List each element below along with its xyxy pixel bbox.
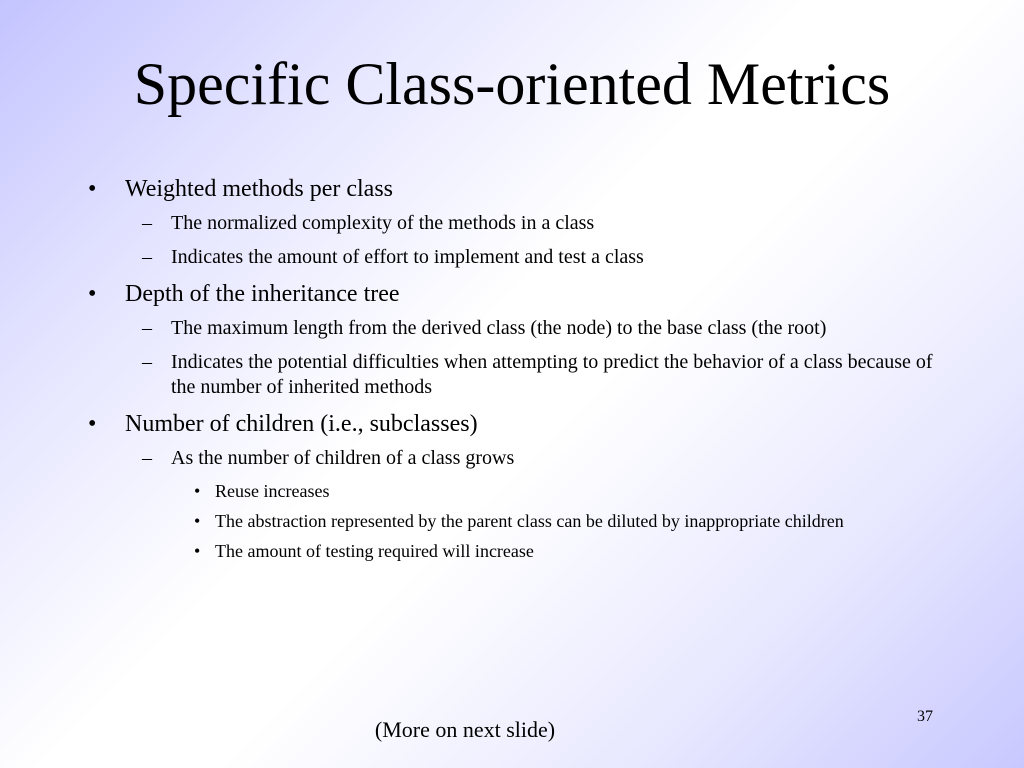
sub-sub-bullet-item	[0, 480, 1024, 503]
sub-bullet-text: Indicates the amount of effort to implement and test a class	[171, 246, 644, 268]
slide-content	[0, 174, 1024, 644]
sub-bullet-text: The maximum length from the derived class (the node) to the base class (the root)	[171, 317, 827, 339]
dash-marker: –	[142, 317, 152, 339]
sub-sub-bullet-text: The amount of testing required will increase	[215, 541, 534, 561]
slide-title: Specific Class-oriented Metrics	[133, 51, 891, 117]
bullet-item	[0, 279, 1024, 310]
bullet-marker: •	[194, 481, 201, 501]
bullet-text: Number of children (i.e., subclasses)	[125, 411, 478, 437]
bullet-item	[0, 174, 1024, 205]
page-number: 37	[917, 708, 933, 725]
sub-sub-bullet-item	[0, 540, 1024, 563]
sub-sub-bullet-text: The abstraction represented by the parent class can be diluted by inappropriate children	[215, 511, 844, 531]
dash-marker: –	[142, 447, 152, 469]
bullet-marker: •	[88, 411, 97, 437]
sub-bullet-item	[0, 245, 1024, 270]
sub-bullet-item	[0, 316, 1024, 341]
dash-marker: –	[142, 351, 152, 373]
bullet-marker: •	[194, 511, 201, 531]
dash-marker: –	[142, 246, 152, 268]
sub-bullet-item	[0, 350, 1024, 400]
sub-bullet-item	[0, 446, 1024, 471]
bullet-marker: •	[88, 176, 97, 202]
bullet-marker: •	[194, 541, 201, 561]
bullet-marker: •	[88, 281, 97, 307]
sub-sub-bullet-text: Reuse increases	[215, 481, 330, 501]
bullet-text: Depth of the inheritance tree	[125, 281, 400, 307]
bullet-item	[0, 409, 1024, 440]
bullet-text: Weighted methods per class	[125, 176, 393, 202]
sub-bullet-text: Indicates the potential difficulties when attempting to predict the behavior of a class because of the number of inherited methods	[171, 351, 933, 398]
sub-bullet-text: The normalized complexity of the methods in a class	[171, 212, 595, 234]
sub-bullet-text: As the number of children of a class grows	[171, 447, 515, 469]
footer-note: (More on next slide)	[374, 717, 556, 742]
sub-bullet-item	[0, 211, 1024, 236]
sub-sub-bullet-item	[0, 510, 1024, 533]
dash-marker: –	[142, 212, 152, 234]
